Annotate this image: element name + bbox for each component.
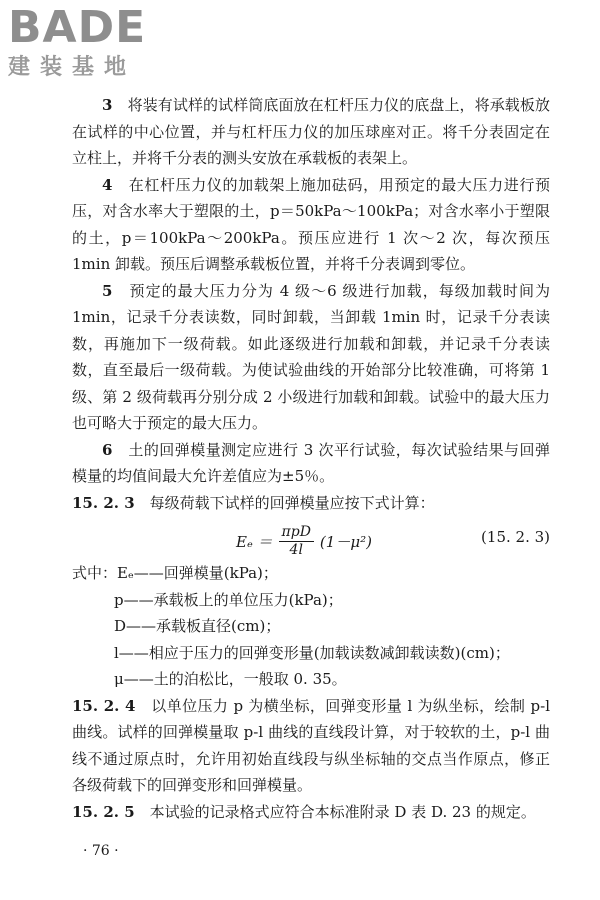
symbol-def-mu: μ——土的泊松比，一般取 0. 35。 (114, 670, 347, 688)
symbol-def-l: l——相应于压力的回弹变形量(加载读数减卸载读数)(cm)； (114, 643, 510, 662)
symbol-def-p: p——承载板上的单位压力(kPa)； (114, 590, 343, 609)
logo-subtitle: 建装基地 (8, 55, 137, 80)
logo-wordmark: BADE (8, 2, 147, 53)
section-15-2-5: 15. 2. 5 本试验的记录格式应符合本标准附录 D 表 D. 23 的规定。 (72, 802, 536, 821)
formula-denominator: 4l (289, 542, 303, 558)
formula-15-2-3 (72, 516, 550, 560)
document-body (72, 92, 550, 825)
formula-lhs: Eₑ ＝ (236, 533, 273, 551)
section-15-2-3: 15. 2. 3 每级荷载下试样的回弹模量应按下式计算： (72, 493, 435, 512)
symbol-definitions (72, 560, 550, 693)
section-15-2-4: 15. 2. 4 以单位压力 p 为横坐标，回弹变形量 l 为纵坐标，绘制 p-l 曲线。试样的回弹模量取 p-l 曲线的直线段计算，对于较软的土，p-l 曲线不通过原点时，允许用初始直线段与纵坐标轴的交点当作原点，修正各级荷载下的回弹变形和回弹模量。 (72, 696, 550, 794)
formula-rhs: (1－μ²) (319, 533, 372, 551)
symbol-def-d: D——承载板直径(cm)； (114, 617, 281, 635)
symbol-def-e: 式中：Eₑ——回弹模量(kPa)； (72, 564, 278, 582)
paragraph-6: 6 土的回弹模量测定应进行 3 次平行试验，每次试验结果与回弹模量的均值间最大允许差值应为±5％。 (72, 440, 550, 485)
paragraph-4: 4 在杠杆压力仪的加载架上施加砝码，用预定的最大压力进行预压，对含水率大于塑限的土，p＝50kPa～100kPa；对含水率小于塑限的土，p＝100kPa～200kPa。预压应进行 1 次～2 次，每次预压 1min 卸载。预压后调整承载板位置，并将千分表调到零位。 (72, 175, 550, 273)
equation-number: (15. 2. 3) (481, 528, 550, 546)
paragraph-3: 3 将装有试样的试样筒底面放在杠杆压力仪的底盘上，将承载板放在试样的中心位置，并与杠杆压力仪的加压球座对正。将千分表固定在立柱上，并将千分表的测头安放在承载板的表架上。 (72, 96, 550, 167)
formula-fraction (279, 524, 314, 559)
bade-logo (8, 2, 178, 86)
page-number: · 76 · (83, 843, 119, 859)
formula-numerator: πpD (279, 524, 314, 542)
paragraph-5: 5 预定的最大压力分为 4 级～6 级进行加载，每级加载时间为 1min，记录千分表读数，同时卸载，当卸载 1min 时，记录千分表读数，再施加下一级荷载。如此逐级进行加载和卸载，并记录千分表读数，直至最后一级荷载。为使试验曲线的开始部分比较准确，可将第 1 级、第 2 级荷载再分别分成 2 小级进行加载和卸载。试验中的最大压力也可略大于预定的最大压力。 (72, 281, 550, 432)
formula-expression (236, 524, 372, 559)
